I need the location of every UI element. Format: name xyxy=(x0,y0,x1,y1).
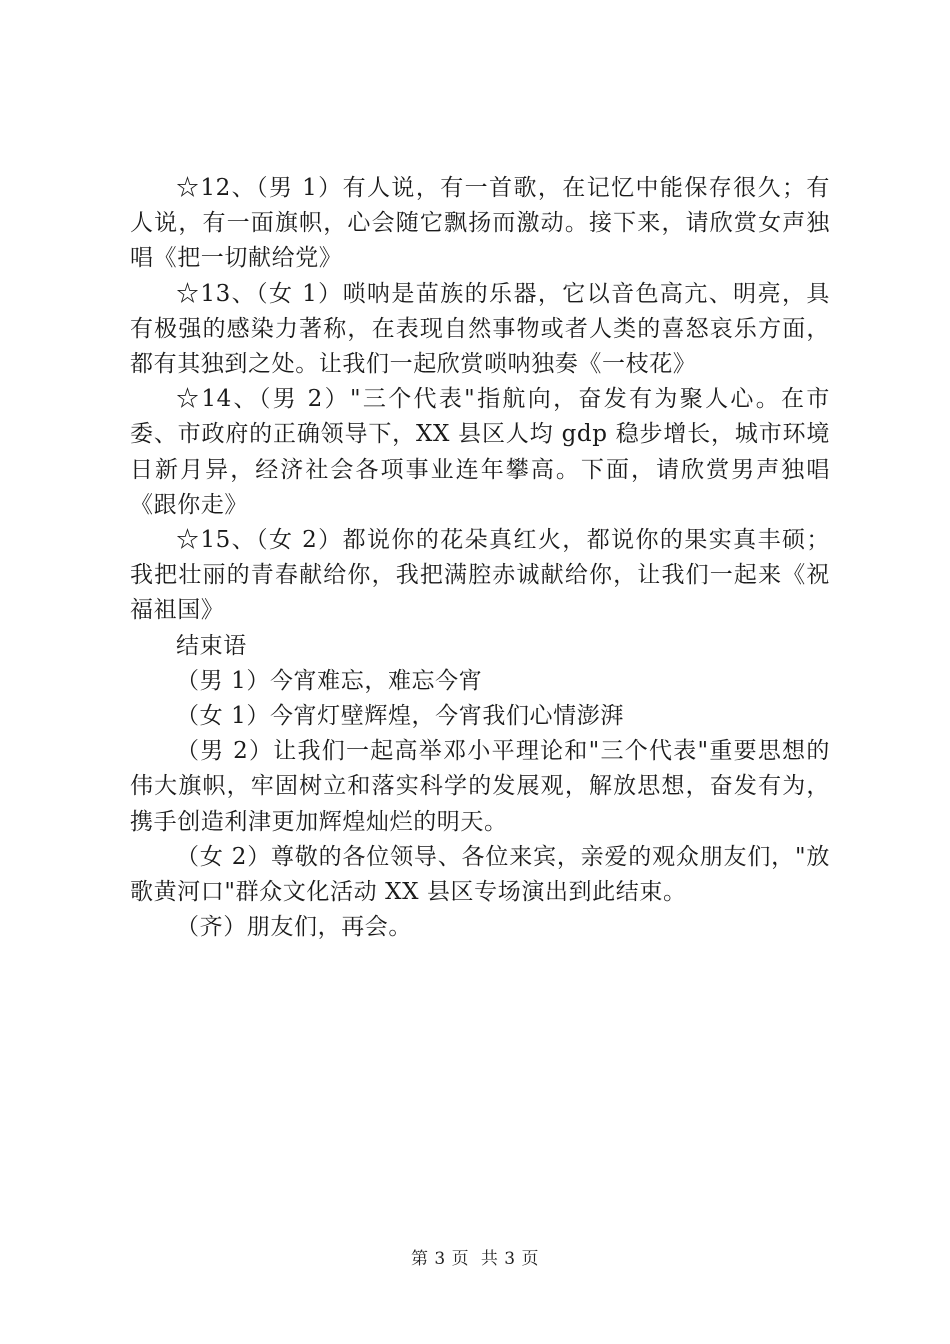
closing-heading: 结束语 xyxy=(176,632,247,659)
closing-line-together: （齐）朋友们，再会。 xyxy=(176,914,412,941)
paragraph-item-13: ☆13、（女 1）唢呐是苗族的乐器，它以音色高亢、明亮，具有极强的感染力著称，在表现自然事物或者人类的喜怒哀乐方面，都有其独到之处。让我们一起欣赏唢呐独奏《一枝花》 xyxy=(130,280,830,378)
closing-line-female-1: （女 1）今宵灯壁辉煌，今宵我们心情澎湃 xyxy=(176,703,624,730)
closing-line-male-1: （男 1）今宵难忘，难忘今宵 xyxy=(176,667,483,694)
closing-line-female-2: （女 2）尊敬的各位领导、各位来宾，亲爱的观众朋友们，"放歌黄河口"群众文化活动 XX 县区专场演出到此结束。 xyxy=(130,843,830,906)
paragraph-item-14: ☆14、（男 2）"三个代表"指航向，奋发有为聚人心。在市委、市政府的正确领导下，XX 县区人均 gdp 稳步增长，城市环境日新月异，经济社会各项事业连年攀高。下面，请欣赏男声独唱《跟你走》 xyxy=(130,386,830,518)
document-body xyxy=(130,171,830,945)
paragraph-item-15: ☆15、（女 2）都说你的花朵真红火，都说你的果实真丰硕；我把壮丽的青春献给你，我把满腔赤诚献给你，让我们一起来《祝福祖国》 xyxy=(130,527,830,624)
closing-line-male-2: （男 2）让我们一起高举邓小平理论和"三个代表"重要思想的伟大旗帜，牢固树立和落实科学的发展观，解放思想，奋发有为，携手创造利津更加辉煌灿烂的明天。 xyxy=(130,738,830,835)
paragraph-item-12: ☆12、（男 1）有人说，有一首歌，在记忆中能保存很久；有人说，有一面旗帜，心会随它飘扬而激动。接下来，请欣赏女声独唱《把一切献给党》 xyxy=(130,175,830,272)
page-footer xyxy=(0,1244,950,1269)
page-number-label: 第 3 页 共 3 页 xyxy=(410,1249,540,1269)
